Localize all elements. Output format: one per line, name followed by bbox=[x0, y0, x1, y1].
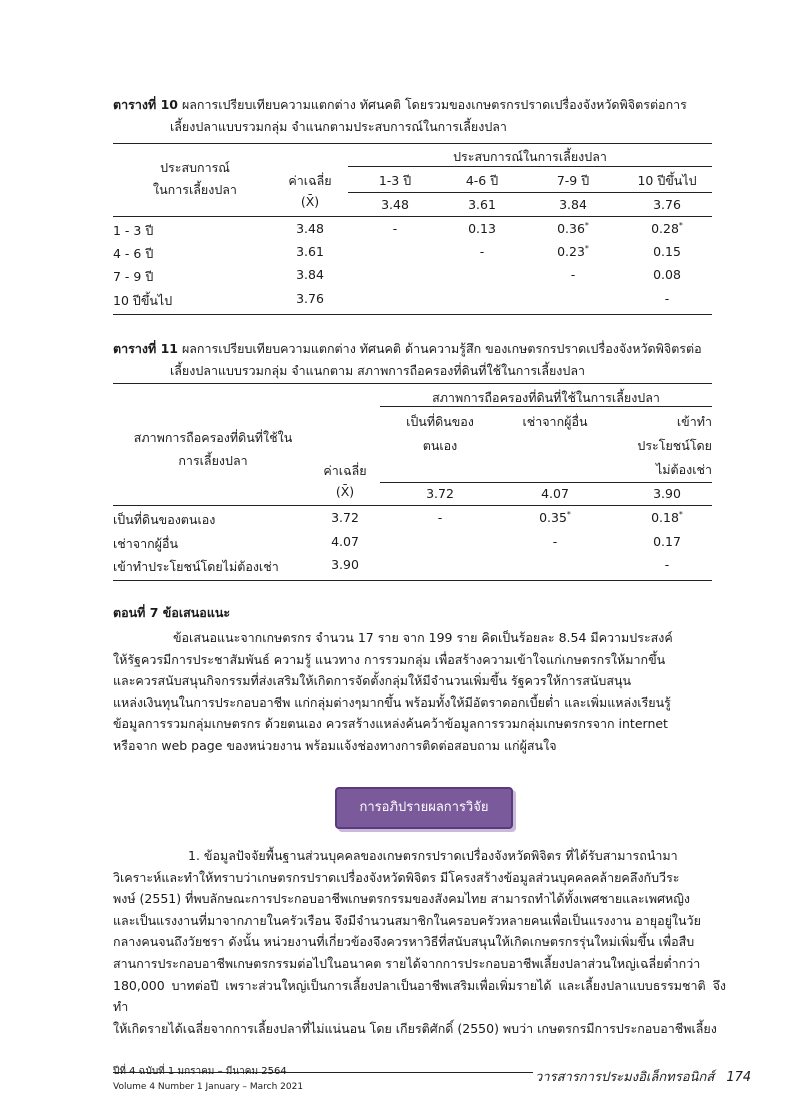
footer-issue-en: Volume 4 Number 1 January – March 2021 bbox=[113, 1082, 304, 1092]
section7-paragraph bbox=[113, 627, 726, 757]
discussion-line: กลางคนจนถึงวัยชรา ดังนั้น หน่วยงานที่เกี่ยวข้องจึงควรหาวิธีที่สนับสนุนให้เกิดเกษตรกรรุ่นใหม่เพิ่มขึ้น เพื่อสืบ bbox=[113, 934, 695, 950]
table11-row-mean: 3.72 bbox=[331, 510, 359, 525]
section7-line: ให้รัฐควรมีการประชาสัมพันธ์ ความรู้ แนวทาง การรวมกลุ่ม เพื่อสร้างความเข้าใจแก่เกษตรกรให้มากขึ้น bbox=[113, 651, 666, 667]
table11-colmean-2: 4.07 bbox=[541, 486, 569, 501]
discussion-line: 1. ข้อมูลปัจจัยพื้นฐานส่วนบุคคลของเกษตรกรปราดเปรื่องจังหวัดพิจิตร ที่ได้รับสามารถนำมา bbox=[188, 848, 678, 863]
table10-cell: 0.15 bbox=[653, 244, 681, 259]
table11-caption-text: ผลการเปรียบเทียบความแตกต่าง ทัศนคติ ด้านความรู้สึก ของเกษตรกรปราดเปรื่องจังหวัดพิจิตรต่อ bbox=[177, 341, 702, 356]
table10-row-label: 1 - 3 ปี bbox=[113, 223, 154, 238]
table10-mean-label: ค่าเฉลี่ย bbox=[288, 173, 332, 188]
discussion-line: พงษ์ (2551) ที่พบลักษณะการประกอบอาชีพเกษตรกรรมของสังคมไทย สามารถทำได้ทั้งเพศชายและเพศหญิง bbox=[113, 891, 691, 907]
table10-row-header-line2: ในการเลี้ยงปลา bbox=[153, 182, 237, 197]
section7-line: ข้อเสนอแนะจากเกษตรกร จำนวน 17 ราย จาก 199 ราย คิดเป็นร้อยละ 8.54 มีความประสงค์ bbox=[173, 630, 673, 645]
table10-group-header: ประสบการณ์ในการเลี้ยงปลา bbox=[453, 149, 607, 164]
section7-heading: ตอนที่ 7 ข้อเสนอแนะ bbox=[113, 605, 231, 620]
significance-star: * bbox=[584, 220, 589, 230]
table11-cell-value: 0.35 bbox=[539, 510, 567, 525]
table10-row-label: 4 - 6 ปี bbox=[113, 246, 154, 261]
table10-row-mean: 3.76 bbox=[296, 291, 324, 306]
table11-row-header-line2: การเลี้ยงปลา bbox=[178, 453, 248, 468]
table11-mean-symbol: (X̄) bbox=[335, 484, 355, 499]
table11-colmean-1: 3.72 bbox=[426, 486, 454, 501]
footer-rule bbox=[113, 1072, 533, 1073]
table10-cell: - bbox=[664, 291, 670, 306]
discussion-line: สานการประกอบอาชีพเกษตรกรรมต่อไปในอนาคต รายได้จากการประกอบอาชีพเลี้ยงปลาส่วนใหญ่เฉลี่ยต่ำกว่า bbox=[113, 955, 701, 971]
table10-col-1-3: 1-3 ปี bbox=[378, 173, 412, 188]
table11-bottom-rule bbox=[113, 580, 712, 581]
table10-colmean-4: 3.76 bbox=[653, 197, 681, 212]
table11-row-header-line1: สภาพการถือครองที่ดินที่ใช้ใน bbox=[133, 430, 293, 445]
table11-colmean-3: 3.90 bbox=[653, 486, 681, 501]
table11-row-label: เช่าจากผู้อื่น bbox=[113, 536, 179, 551]
table10-cell: - bbox=[479, 244, 485, 259]
table10-row-label: 10 ปีขึ้นไป bbox=[113, 293, 173, 308]
table10-cell: 0.13 bbox=[468, 221, 496, 236]
table11-col3-line2: ประโยชน์โดย bbox=[637, 438, 712, 453]
discussion-line: 180,000 บาทต่อปี เพราะส่วนใหญ่เป็นการเลี้ยงปลาเป็นอาชีพเสริมเพื่อเพิ่มรายได้ และเลี้ยงปลาแบบธรรมชาติ จึงทำ bbox=[113, 977, 726, 1015]
table10-colmean-2: 3.61 bbox=[468, 197, 496, 212]
discussion-line: ให้เกิดรายได้เฉลี่ยจากการเลี้ยงปลาที่ไม่แน่นอน โดย เกียรติศักดิ์ (2550) พบว่า เกษตรกรมีการประกอบอาชีพเลี้ยง bbox=[113, 1020, 717, 1036]
discussion-paragraph bbox=[113, 845, 726, 1039]
table10-cell: - bbox=[570, 267, 576, 282]
table10-col-7-9: 7-9 ปี bbox=[556, 173, 590, 188]
table11-cell bbox=[612, 510, 722, 525]
table11-cell: - bbox=[552, 534, 558, 549]
discussion-line: วิเคราะห์และทำให้ทราบว่าเกษตรกรปราดเปรื่องจังหวัดพิจิตร มีโครงสร้างข้อมูลส่วนบุคคลคล้ายคลึงกับวีระ bbox=[113, 869, 680, 885]
table10-row-mean: 3.61 bbox=[296, 244, 324, 259]
table11-caption-line2: เลี้ยงปลาแบบรวมกลุ่ม จำแนกตาม สภาพการถือครองที่ดินที่ใช้ในการเลี้ยงปลา bbox=[170, 363, 586, 378]
table10-caption-line2: เลี้ยงปลาแบบรวมกลุ่ม จำแนกตามประสบการณ์ในการเลี้ยงปลา bbox=[170, 119, 507, 134]
table11-row-mean: 4.07 bbox=[331, 534, 359, 549]
table10-col-4-6: 4-6 ปี bbox=[465, 173, 499, 188]
section7-line: และควรสนับสนุนกิจกรรมที่ส่งเสริมให้เกิดการจัดตั้งกลุ่มให้มีจำนวนเพิ่มขึ้น รัฐควรให้การสนับสนุน bbox=[113, 673, 632, 689]
table11-caption-label: ตารางที่ 11 bbox=[113, 341, 178, 356]
significance-star: * bbox=[584, 243, 589, 253]
footer-journal bbox=[535, 1066, 751, 1087]
table10-cell-value: 0.28 bbox=[651, 221, 679, 236]
footer-issue-th: ปีที่ 4 ฉบับที่ 1 มกราคม – มีนาคม 2564 bbox=[113, 1066, 287, 1077]
table11-row-label: เป็นที่ดินของตนเอง bbox=[113, 512, 216, 527]
table10-header-mid-rule bbox=[348, 192, 712, 193]
table11-cell-value: 0.18 bbox=[651, 510, 679, 525]
table10-caption-label: ตารางที่ 10 bbox=[113, 97, 178, 112]
table10-row-mean: 3.84 bbox=[296, 267, 324, 282]
table11-cell bbox=[500, 510, 610, 525]
table11-caption bbox=[113, 338, 728, 360]
table11-cell: - bbox=[664, 557, 670, 572]
discussion-line: และเป็นแรงงานที่มาจากภายในครัวเรือน จึงมีจำนวนสมาชิกในครอบครัวหลายคนเพื่อเป็นแรงงาน อายุอยู่ในวัย bbox=[113, 912, 701, 928]
discussion-banner: การอภิปรายผลการวิจัย bbox=[335, 787, 513, 829]
table10-cell: 0.08 bbox=[653, 267, 681, 282]
footer-page-number: 174 bbox=[726, 1070, 752, 1085]
table10-col-10plus: 10 ปีขึ้นไป bbox=[637, 173, 697, 188]
table10-top-rule bbox=[113, 143, 712, 144]
section7-line: ข้อมูลการรวมกลุ่มเกษตรกร ด้วยตนเอง ควรสร้างแหล่งค้นคว้าข้อมูลการรวมกลุ่มเกษตรกรจาก internet bbox=[113, 716, 668, 732]
table10-cell-value: 0.36 bbox=[557, 221, 585, 236]
table11-col1-line1: เป็นที่ดินของ bbox=[406, 414, 474, 429]
table11-top-rule bbox=[113, 383, 712, 384]
table10-colmean-3: 3.84 bbox=[559, 197, 587, 212]
footer-journal-name: วารสารการประมงอิเล็กทรอนิกส์ bbox=[535, 1070, 715, 1085]
table11-col3-line3: ไม่ต้องเช่า bbox=[655, 462, 712, 477]
table10-mean-symbol: (X̄) bbox=[300, 194, 320, 209]
table11-col2: เช่าจากผู้อื่น bbox=[522, 414, 588, 429]
table10-colmean-1: 3.48 bbox=[381, 197, 409, 212]
section7-line: หรือจาก web page ของหน่วยงาน พร้อมแจ้งช่องทางการติดต่อสอบถาม แก่ผู้สนใจ bbox=[113, 737, 557, 753]
table11-col1-line2: ตนเอง bbox=[422, 438, 458, 453]
table10-row-mean: 3.48 bbox=[296, 221, 324, 236]
significance-star: * bbox=[566, 509, 571, 519]
table11-header-bottom-rule bbox=[113, 505, 712, 506]
table10-cell bbox=[622, 221, 712, 236]
table11-mean-label: ค่าเฉลี่ย bbox=[323, 463, 367, 478]
table10-row-label: 7 - 9 ปี bbox=[113, 269, 154, 284]
table10-cell bbox=[533, 221, 613, 236]
table11-group-header: สภาพการถือครองที่ดินที่ใช้ในการเลี้ยงปลา bbox=[432, 390, 660, 405]
table10-bottom-rule bbox=[113, 314, 712, 315]
table11-row-mean: 3.90 bbox=[331, 557, 359, 572]
table10-row-header-line1: ประสบการณ์ bbox=[160, 160, 230, 175]
table10-cell-value: 0.23 bbox=[557, 244, 585, 259]
table10-cell: - bbox=[392, 221, 398, 236]
table11-cell: 0.17 bbox=[653, 534, 681, 549]
table11-header-mid-rule bbox=[380, 482, 712, 483]
table11-col3-line1: เข้าทำ bbox=[676, 414, 712, 429]
table10-caption bbox=[113, 94, 728, 116]
table10-caption-text: ผลการเปรียบเทียบความแตกต่าง ทัศนคติ โดยรวมของเกษตรกรปราดเปรื่องจังหวัดพิจิตรต่อการ bbox=[177, 97, 687, 112]
section7-line: แหล่งเงินทุนในการประกอบอาชีพ แก่กลุ่มต่างๆมากขึ้น พร้อมทั้งให้มีอัตราดอกเบี้ยต่ำ และเพิ่มแหล่งเรียนรู้ bbox=[113, 694, 671, 710]
significance-star: * bbox=[678, 509, 683, 519]
significance-star: * bbox=[678, 220, 683, 230]
table10-cell bbox=[533, 244, 613, 259]
table10-header-bottom-rule bbox=[113, 216, 712, 217]
table11-cell: - bbox=[437, 510, 443, 525]
table11-row-label: เข้าทำประโยชน์โดยไม่ต้องเช่า bbox=[113, 559, 279, 574]
